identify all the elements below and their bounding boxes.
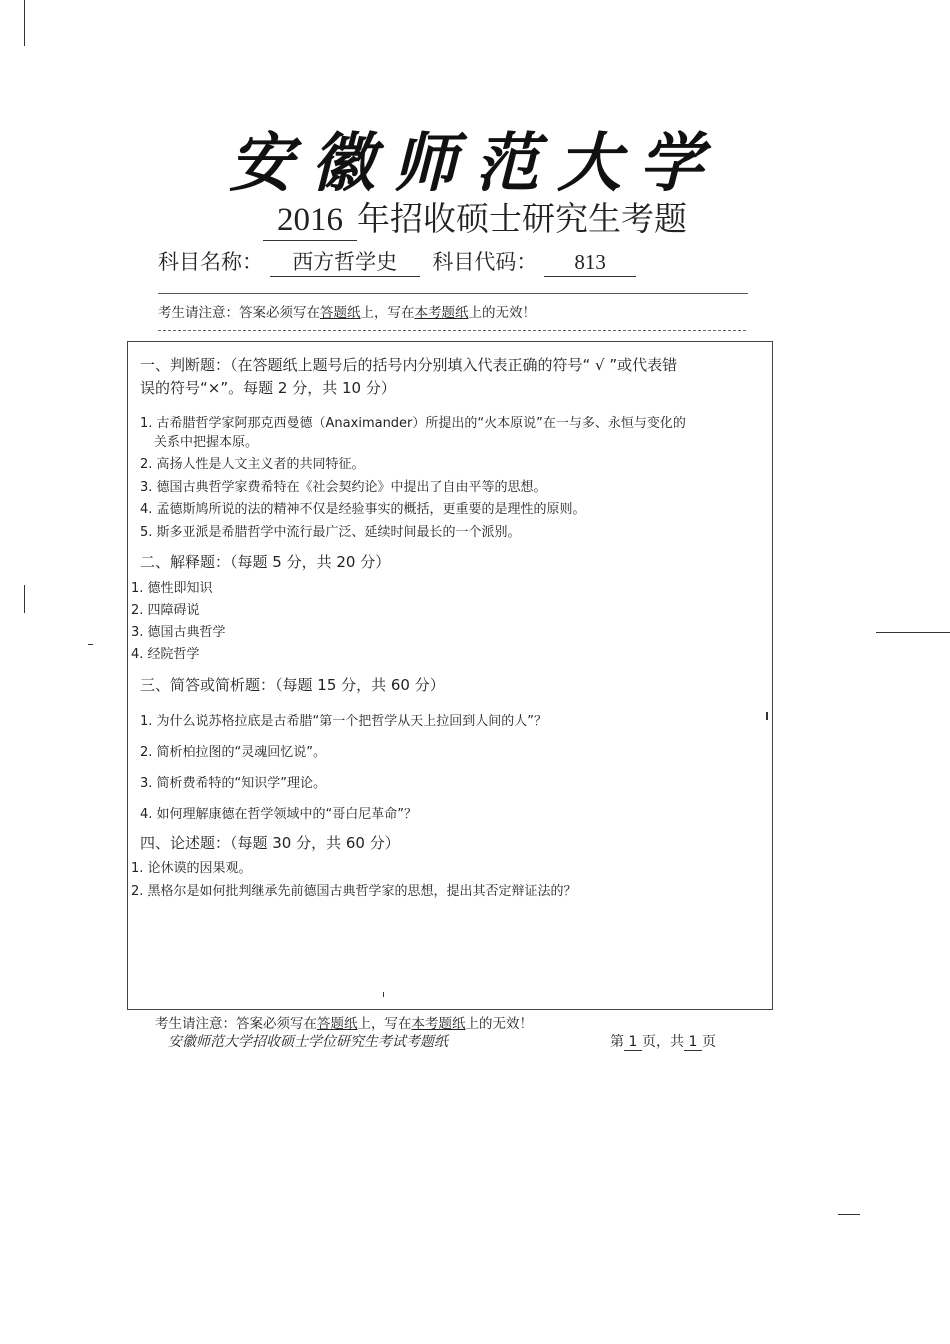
notice-middle: 上，写在 (360, 305, 415, 321)
scan-mark (24, 0, 25, 46)
code-label: 科目代码： (432, 250, 538, 274)
list-item: 2. 黑格尔是如何批判继承先前德国古典哲学家的思想，提出其否定辩证法的？ (131, 884, 577, 899)
page-info (610, 1031, 716, 1051)
notice-question-sheet: 本考题纸 (411, 1016, 466, 1032)
notice-question-sheet: 本考题纸 (414, 305, 469, 321)
notice-middle: 上，写在 (357, 1016, 412, 1032)
section-2-heading: 二、解释题：（每题 5 分，共 20 分） (140, 553, 391, 571)
exam-title (0, 193, 950, 241)
page-total: 1 (684, 1034, 702, 1051)
scan-mark (838, 1214, 860, 1215)
notice-prefix: 考生请注意：答案必须写在 (155, 1016, 317, 1032)
divider-dashed (158, 330, 746, 331)
subject-name: 西方哲学史 (270, 248, 420, 277)
list-item: 1. 为什么说苏格拉底是古希腊“第一个把哲学从天上拉回到人间的人”？ (140, 714, 548, 729)
list-item: 1. 古希腊哲学家阿那克西曼德（Anaximander）所提出的“火本原说”在一与多、永恒与变化的 (140, 416, 686, 431)
divider-top (158, 293, 748, 294)
list-item: 1. 论休谟的因果观。 (131, 861, 252, 876)
list-item: 3. 德国古典哲学 (131, 625, 226, 640)
notice-top (158, 301, 536, 321)
list-item: 2. 四障碍说 (131, 603, 200, 618)
scan-mark (88, 644, 93, 645)
scan-mark (766, 712, 768, 720)
subject-label: 科目名称： (158, 250, 263, 274)
list-item: 5. 斯多亚派是希腊哲学中流行最广泛、延续时间最长的一个派别。 (140, 525, 521, 540)
list-item: 1. 德性即知识 (131, 581, 213, 596)
scan-mark (876, 632, 950, 633)
exam-year: 2016 (263, 200, 357, 241)
list-item: 3. 简析费希特的“知识学”理论。 (140, 776, 327, 791)
list-item: 2. 高扬人性是人文主义者的共同特征。 (140, 457, 365, 472)
list-item: 关系中把握本原。 (154, 435, 259, 450)
notice-suffix: 上的无效！ (465, 1016, 533, 1032)
footer-university-sheet: 安徽师范大学招收硕士学位研究生考试考题纸 (168, 1034, 448, 1050)
page-suffix: 页 (702, 1034, 716, 1050)
subject-code: 813 (544, 248, 636, 277)
notice-answer-sheet: 答题纸 (317, 1016, 358, 1032)
section-1-heading-line1: 一、判断题：（在答题纸上题号后的括号内分别填入代表正确的符号“ √ ”或代表错 (140, 356, 678, 374)
list-item: 3. 德国古典哲学家费希特在《社会契约论》中提出了自由平等的思想。 (140, 480, 547, 495)
section-4-heading: 四、论述题：（每题 30 分，共 60 分） (140, 834, 400, 852)
section-1-heading-line2: 误的符号“×”。每题 2 分，共 10 分） (140, 379, 396, 397)
list-item: 2. 简析柏拉图的“灵魂回忆说”。 (140, 745, 327, 760)
subject-row (158, 246, 636, 277)
page-middle: 页，共 (642, 1034, 684, 1050)
page-prefix: 第 (610, 1034, 624, 1050)
page-number: 1 (624, 1034, 642, 1051)
notice-prefix: 考生请注意：答案必须写在 (158, 305, 320, 321)
university-logo: 安徽师范大学 (229, 126, 721, 201)
list-item: 4. 孟德斯鸠所说的法的精神不仅是经验事实的概括，更重要的是理性的原则。 (140, 502, 586, 517)
exam-title-suffix: 年招收硕士研究生考题 (357, 199, 687, 238)
notice-answer-sheet: 答题纸 (320, 305, 361, 321)
section-3-heading: 三、简答或简析题：（每题 15 分，共 60 分） (140, 676, 445, 694)
notice-suffix: 上的无效！ (468, 305, 536, 321)
list-item: 4. 如何理解康德在哲学领域中的“哥白尼革命”？ (140, 807, 418, 822)
list-item: 4. 经院哲学 (131, 647, 200, 662)
scan-mark (383, 992, 384, 997)
scan-mark (24, 585, 25, 613)
notice-bottom (155, 1012, 533, 1032)
